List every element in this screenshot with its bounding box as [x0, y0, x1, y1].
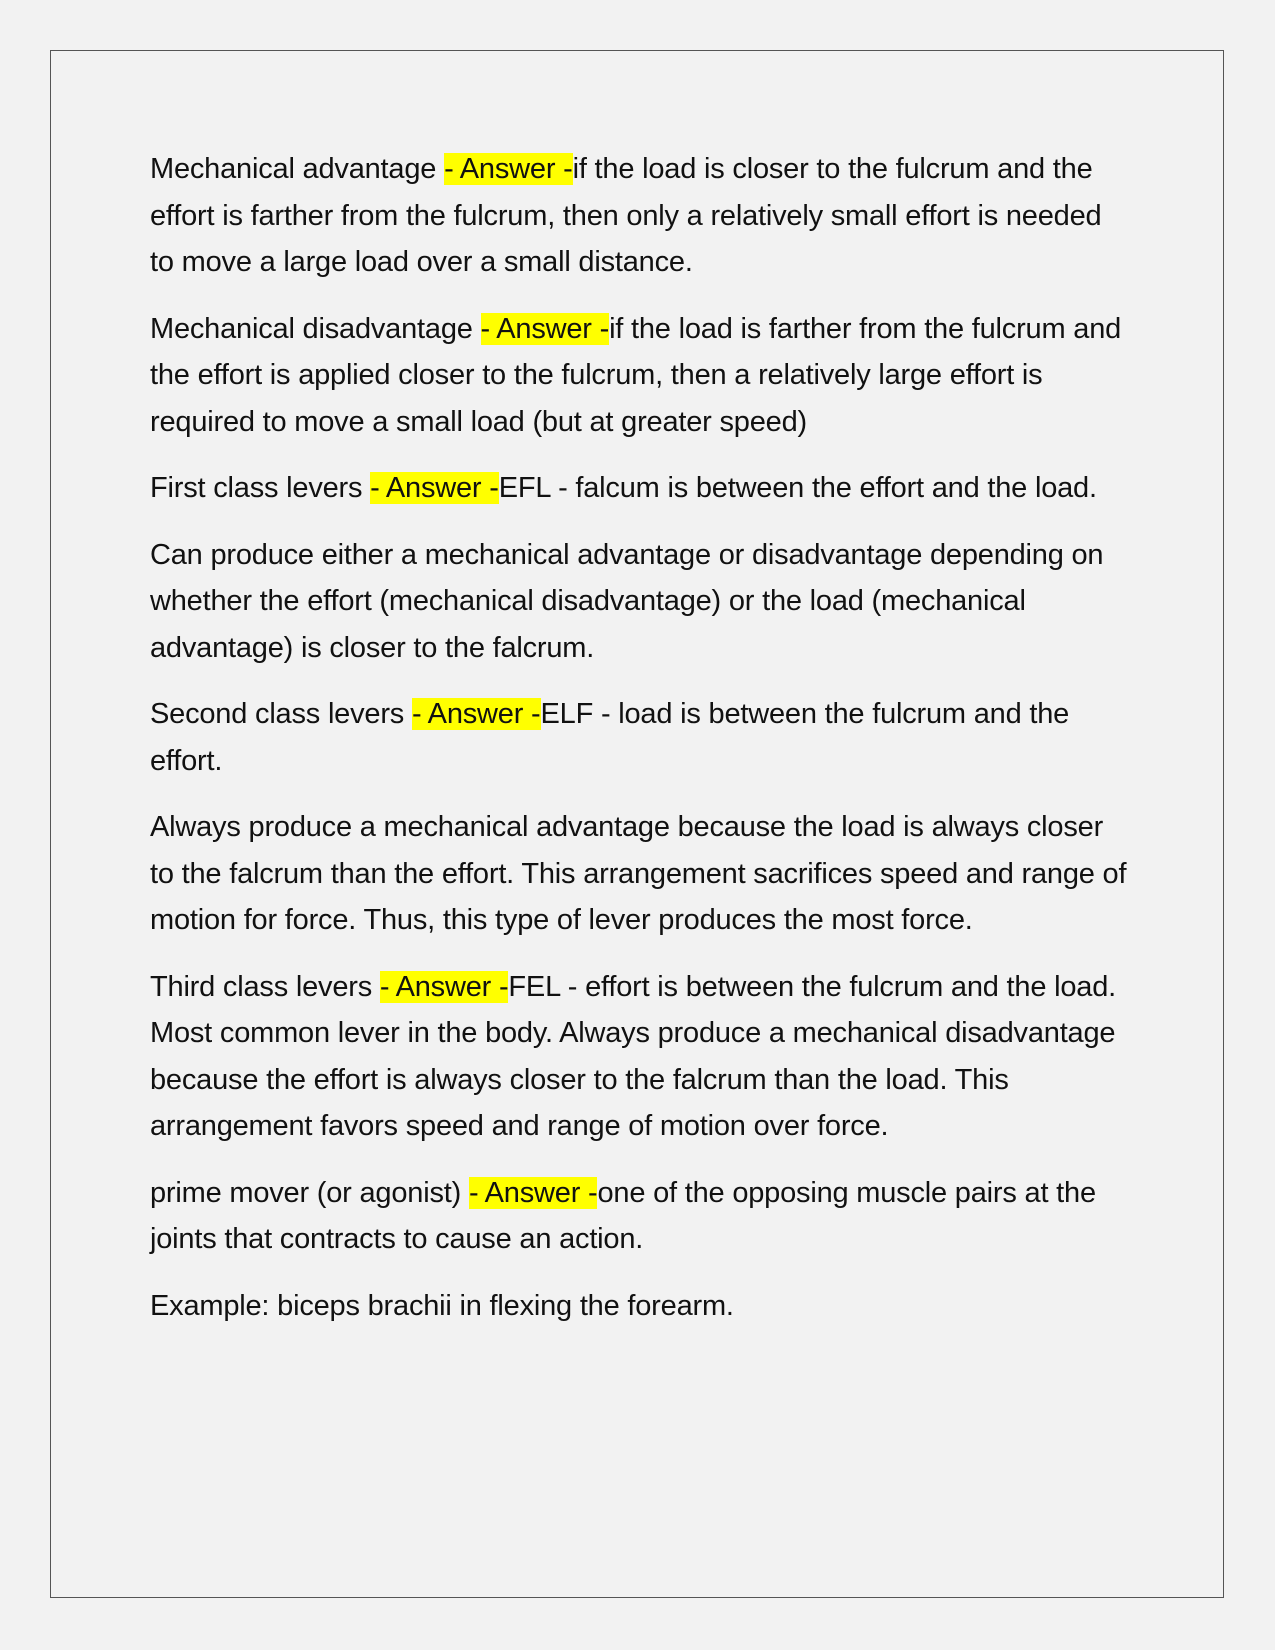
- note-text: Example: biceps brachii in flexing the forearm.: [150, 1289, 734, 1322]
- paragraph-first-class-levers: [150, 465, 1130, 512]
- paragraph-third-class-levers: [150, 964, 1130, 1150]
- paragraph-prime-mover: [150, 1170, 1130, 1263]
- term: Third class levers: [150, 970, 380, 1003]
- answer-highlight: - Answer -: [468, 1176, 598, 1209]
- answer-text: FEL - effort is between the fulcrum and the load. Most common lever in the body. Always produce a mechanical disadvantage because the effort is always closer to the falcrum than the load. This arrangement favors speed and range of motion over force.: [150, 970, 1117, 1142]
- answer-text: EFL - falcum is between the effort and the load.: [498, 472, 1097, 504]
- answer-highlight: - Answer -: [480, 312, 610, 345]
- paragraph-second-class-levers: [150, 691, 1130, 784]
- paragraph-mechanical-advantage: [150, 146, 1130, 286]
- answer-highlight: - Answer -: [370, 472, 499, 504]
- answer-highlight: - Answer -: [444, 153, 573, 185]
- term: First class levers: [150, 472, 371, 504]
- answer-highlight: - Answer -: [411, 698, 541, 730]
- term: Mechanical disadvantage: [150, 312, 481, 345]
- term: Mechanical advantage: [150, 153, 445, 185]
- paragraph-second-class-note: [150, 804, 1130, 944]
- note-text: Always produce a mechanical advantage because the load is always closer to the falcrum than the effort. This arrangement sacrifices speed and range of motion for force. Thus, this type of lever produces the most force.: [150, 811, 1127, 936]
- answer-text: if the load is closer to the fulcrum and the effort is farther from the fulcrum, then only a relatively small effort is needed to move a large load over a small distance.: [150, 153, 1102, 278]
- term: prime mover (or agonist): [150, 1176, 469, 1209]
- paragraph-mechanical-disadvantage: [150, 306, 1130, 446]
- term: Second class levers: [150, 698, 412, 730]
- paragraph-example: [150, 1283, 1130, 1330]
- document-body: [150, 146, 1130, 1349]
- answer-text: if the load is farther from the fulcrum and the effort is applied closer to the fulcrum, then a relatively large effort is required to move a small load (but at greater speed): [150, 312, 1122, 438]
- note-text: Can produce either a mechanical advantage or disadvantage depending on whether the effort (mechanical disadvantage) or the load (mechanical advantage) is closer to the falcrum.: [150, 538, 1104, 664]
- answer-highlight: - Answer -: [379, 970, 509, 1003]
- answer-text: ELF - load is between the fulcrum and the effort.: [150, 698, 1070, 777]
- paragraph-first-class-note: [150, 532, 1130, 672]
- answer-text: one of the opposing muscle pairs at the joints that contracts to cause an action.: [150, 1176, 1096, 1255]
